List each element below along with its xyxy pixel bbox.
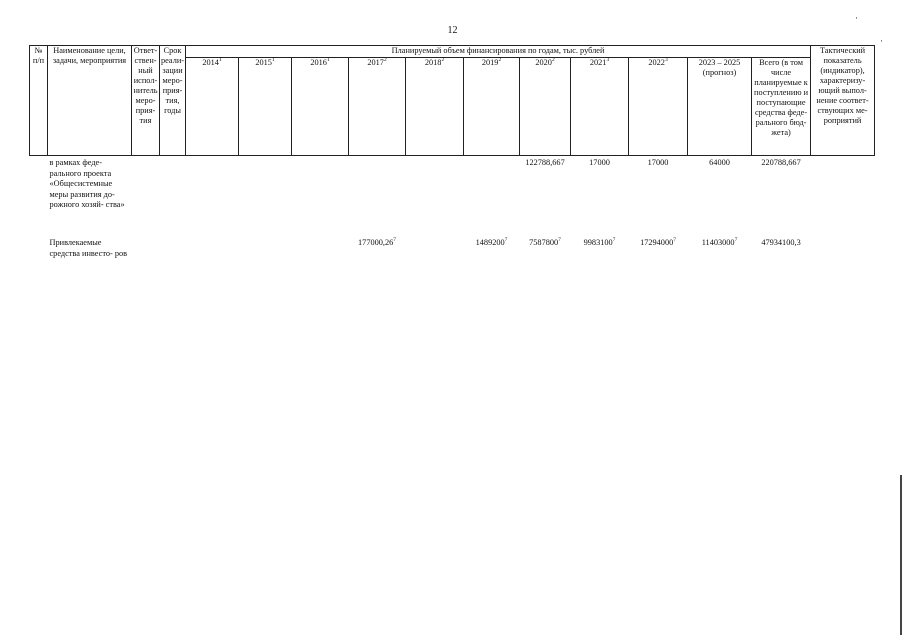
header-year-label: 2014 (202, 58, 219, 67)
value-cell (464, 238, 520, 288)
value-cell (571, 238, 629, 288)
row-name: в рамках феде- рального проекта «Общесистемные меры развития до- рожного хозяй- ства» (49, 158, 125, 209)
header-name: Наименование цели, задачи, мероприятия (48, 46, 132, 156)
value-cell (629, 156, 688, 239)
header-year (186, 58, 239, 156)
value-text: 17000 (647, 158, 669, 167)
cell-responsible (132, 238, 160, 288)
value-cell (406, 156, 464, 239)
header-year (629, 58, 688, 156)
speck-mark: · (880, 36, 883, 46)
footnote-mark: 7 (393, 237, 397, 244)
binding-edge (900, 475, 902, 635)
header-total: Всего (в том числе планируемые к поступлению и поступающие средства феде- рального бюд- жета) (752, 58, 811, 156)
header-term: Срок реали- зации меро- прия- тия, годы (160, 46, 186, 156)
footnote-mark: 2 (383, 57, 387, 64)
value-text: 177000,26 (358, 238, 394, 247)
header-year (571, 58, 629, 156)
value-cell (292, 156, 349, 239)
header-year-label: 2018 (424, 58, 442, 67)
value-cell (239, 238, 292, 288)
header-responsible: Ответ- ствен- ный испол- нитель меро- прия- тия (132, 46, 160, 156)
value-cell (520, 238, 571, 288)
row-name: Привлекаемые средства инвесто- ров (49, 238, 128, 258)
header-year (292, 58, 349, 156)
value-cell (239, 156, 292, 239)
header-year-label: 2020 (535, 58, 552, 67)
value-text: 17294000 (640, 238, 674, 247)
cell-indicator (811, 156, 875, 239)
table-row (30, 238, 875, 288)
cell-num (30, 238, 48, 288)
footnote-mark: 1 (271, 57, 275, 64)
value-cell (571, 156, 629, 239)
page-number: 12 (447, 25, 458, 36)
header-year (239, 58, 292, 156)
header-year (349, 58, 406, 156)
footnote-mark: 7 (558, 237, 561, 244)
header-year-label: 2017 (367, 58, 384, 67)
footnote-mark: 7 (504, 237, 508, 244)
header-year-label: 2022 (648, 58, 665, 67)
footnote-mark: 2 (551, 57, 555, 64)
footnote-mark: 7 (673, 237, 676, 244)
footnote-mark: 2 (498, 57, 502, 64)
cell-num (30, 156, 48, 239)
value-cell (186, 238, 239, 288)
cell-responsible (132, 156, 160, 239)
cell-indicator (811, 238, 875, 288)
value-cell (349, 238, 406, 288)
header-year (464, 58, 520, 156)
header-forecast: 2023 – 2025 (прогноз) (688, 58, 752, 156)
header-year (406, 58, 464, 156)
value-text: 64000 (709, 158, 730, 167)
speck-mark: · (855, 13, 858, 23)
value-cell (629, 238, 688, 288)
cell-term (160, 238, 186, 288)
value-cell (349, 156, 406, 239)
value-text: 11403000 (701, 238, 735, 247)
footnote-mark: 3 (664, 57, 668, 64)
header-indicator: Тактический показатель (индикатор), характеризу- ющий выпол- нение соответ- ствующих ме- роприятий (811, 46, 875, 156)
value-cell (520, 156, 571, 239)
header-num: № п/п (30, 46, 48, 156)
value-cell (464, 156, 520, 239)
value-cell (292, 238, 349, 288)
value-text: 7587800 (529, 238, 559, 247)
footnote-mark: 1 (326, 57, 330, 64)
value-text: 122788,667 (525, 158, 565, 167)
value-text: 9983100 (583, 238, 613, 247)
table-row (30, 156, 875, 239)
table-header (30, 46, 875, 156)
footnote-mark: 7 (612, 237, 616, 244)
financing-table (29, 45, 875, 288)
header-year (520, 58, 571, 156)
total-value: 47934100,3 (761, 238, 801, 247)
header-year-label: 2021 (589, 58, 607, 67)
header-year-label: 2016 (310, 58, 327, 67)
header-year-label: 2015 (255, 58, 272, 67)
footnote-mark: 3 (606, 57, 610, 64)
header-financing-group: Планируемый объем финансирования по годам, тыс. рублей (186, 46, 811, 58)
footnote-mark: 1 (218, 57, 222, 64)
value-cell (186, 156, 239, 239)
cell-term (160, 156, 186, 239)
footnote-mark: 7 (734, 237, 738, 244)
value-cell (688, 156, 752, 239)
table-body (30, 156, 875, 289)
value-text: 17000 (589, 158, 610, 167)
value-cell (406, 238, 464, 288)
value-cell (688, 238, 752, 288)
value-text: 1489200 (475, 238, 505, 247)
header-year-label: 2019 (481, 58, 499, 67)
total-value: 220788,667 (761, 158, 801, 167)
footnote-mark: 2 (441, 57, 445, 64)
